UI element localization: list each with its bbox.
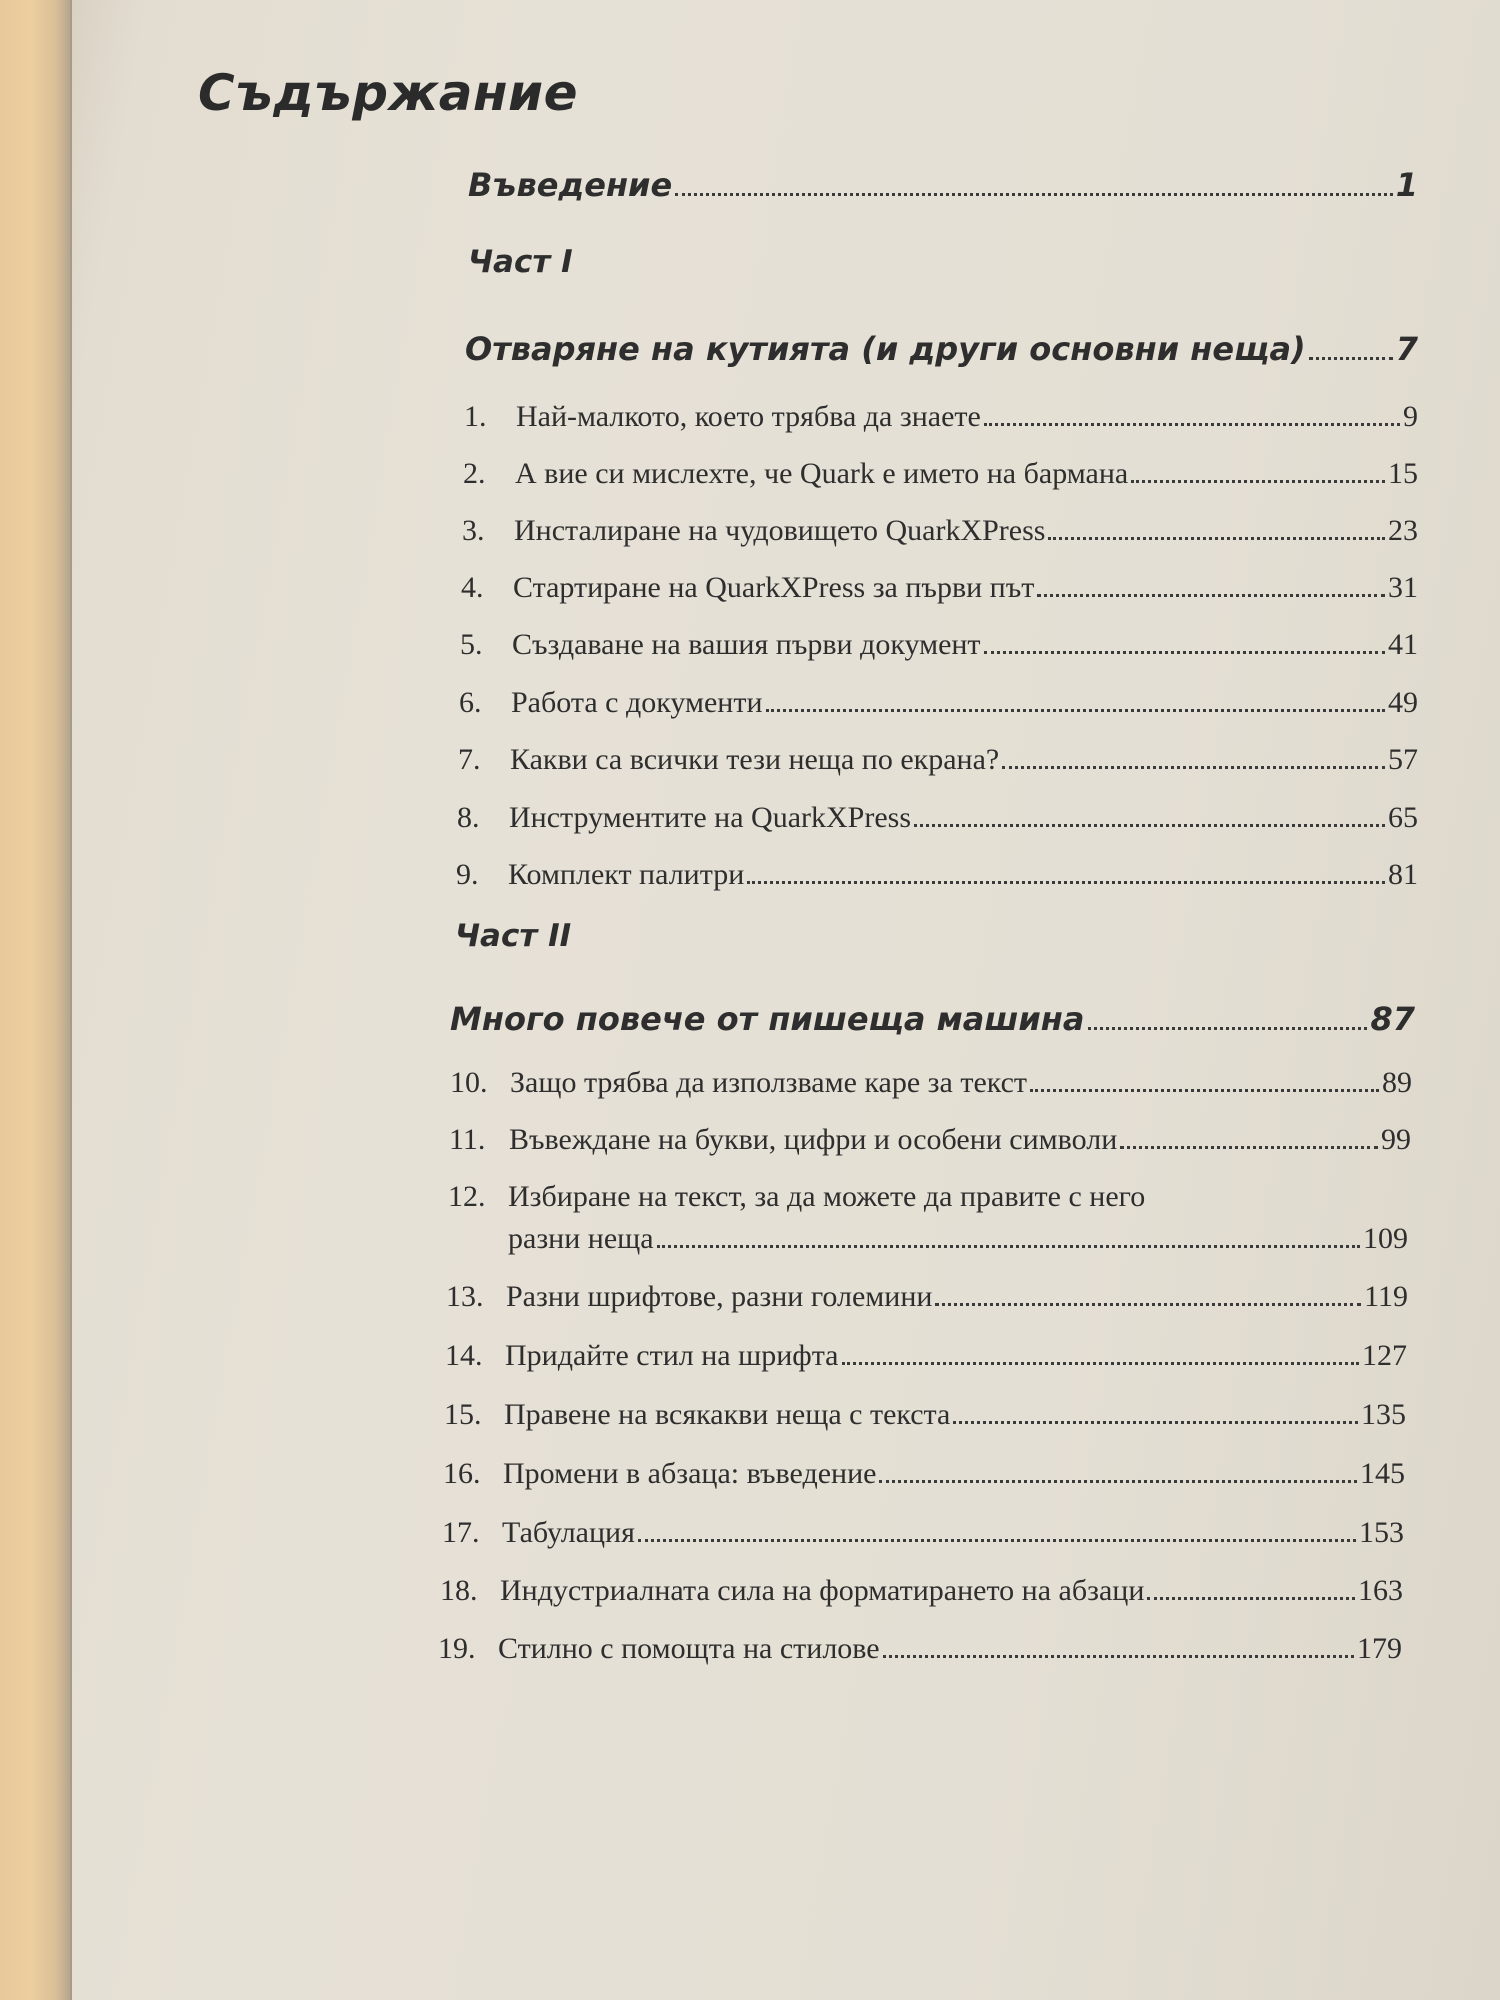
book-spine bbox=[0, 0, 72, 2000]
chapter-page: 57 bbox=[1388, 743, 1418, 776]
toc-chapter bbox=[449, 1123, 1411, 1157]
toc-chapter bbox=[440, 1574, 1403, 1608]
chapter-number: 2. bbox=[463, 457, 486, 490]
chapter-title: Стилно с помощта на стилове bbox=[498, 1632, 880, 1665]
leader-dots bbox=[883, 1655, 1354, 1658]
chapter-number: 17. bbox=[442, 1516, 480, 1549]
toc-chapter bbox=[445, 1339, 1407, 1373]
toc-chapter bbox=[457, 801, 1418, 835]
chapter-title: А вие си мислехте, че Quark е името на бармана bbox=[515, 457, 1129, 490]
leader-dots bbox=[1147, 1597, 1355, 1600]
leader-dots bbox=[1048, 537, 1385, 540]
chapter-page: 127 bbox=[1362, 1339, 1407, 1372]
toc-chapter bbox=[446, 1280, 1408, 1314]
leader-dots bbox=[914, 824, 1385, 827]
chapter-title: Какви са всички тези неща по екрана? bbox=[510, 743, 1000, 776]
part-1-title: Отваряне на кутията (и други основни неща) bbox=[465, 330, 1306, 368]
part-1-label: Част I bbox=[468, 244, 573, 280]
chapter-page: 23 bbox=[1388, 514, 1418, 547]
chapter-title: Инсталиране на чудовището QuarkXPress bbox=[514, 514, 1046, 547]
part-2-title: Много повече от пишеща машина bbox=[450, 1000, 1085, 1038]
toc-chapter bbox=[450, 1066, 1412, 1100]
leader-dots bbox=[842, 1362, 1360, 1365]
chapter-page: 41 bbox=[1388, 628, 1418, 661]
part-2-page: 87 bbox=[1370, 1000, 1415, 1038]
leader-dots bbox=[675, 193, 1393, 196]
chapter-number: 9. bbox=[456, 858, 479, 891]
chapter-number: 13. bbox=[446, 1280, 484, 1313]
chapter-title: Правене на всякакви неща с текста bbox=[504, 1398, 951, 1431]
chapter-title: Най-малкото, което трябва да знаете bbox=[516, 400, 981, 433]
chapter-title: Комплект палитри bbox=[508, 858, 745, 891]
toc-chapter bbox=[448, 1180, 1410, 1214]
toc-chapter bbox=[442, 1516, 1404, 1550]
toc-chapter bbox=[459, 686, 1418, 720]
toc-chapter bbox=[443, 1457, 1405, 1491]
toc-chapter bbox=[460, 628, 1418, 662]
leader-dots bbox=[984, 423, 1400, 426]
chapter-number: 15. bbox=[444, 1398, 482, 1431]
leader-dots bbox=[953, 1421, 1358, 1424]
chapter-page: 119 bbox=[1364, 1280, 1408, 1313]
leader-dots bbox=[1088, 1027, 1368, 1030]
toc-part-2 bbox=[450, 1000, 1415, 1038]
leader-dots bbox=[1309, 357, 1393, 360]
chapter-title: Работа с документи bbox=[511, 686, 763, 719]
chapter-title: Придайте стил на шрифта bbox=[505, 1339, 839, 1372]
chapter-number: 4. bbox=[461, 571, 484, 604]
chapter-page: 163 bbox=[1358, 1574, 1403, 1607]
toc-part-1 bbox=[465, 330, 1418, 368]
toc-intro-page: 1 bbox=[1395, 166, 1418, 204]
leader-dots bbox=[879, 1480, 1357, 1483]
part-1-page: 7 bbox=[1395, 330, 1418, 368]
leader-dots bbox=[935, 1303, 1361, 1306]
chapter-title: Въвеждане на букви, цифри и особени символи bbox=[509, 1123, 1118, 1156]
chapter-page: 65 bbox=[1388, 801, 1418, 834]
chapter-title: Създаване на вашия първи документ bbox=[512, 628, 981, 661]
chapter-page: 15 bbox=[1388, 457, 1418, 490]
chapter-number: 3. bbox=[462, 514, 485, 547]
chapter-title: Индустриалната сила на форматирането на абзаци bbox=[500, 1574, 1145, 1607]
chapter-number: 11. bbox=[449, 1123, 486, 1156]
chapter-page: 81 bbox=[1388, 858, 1418, 891]
chapter-page: 109 bbox=[1363, 1222, 1408, 1255]
toc-intro-title: Въведение bbox=[468, 166, 673, 204]
chapter-page: 135 bbox=[1361, 1398, 1406, 1431]
leader-dots bbox=[1030, 1089, 1379, 1092]
chapter-page: 99 bbox=[1381, 1123, 1411, 1156]
chapter-number: 16. bbox=[443, 1457, 481, 1490]
chapter-title: Защо трябва да използваме каре за текст bbox=[510, 1066, 1028, 1099]
chapter-page: 179 bbox=[1357, 1632, 1402, 1665]
chapter-title: Инструментите на QuarkXPress bbox=[509, 801, 912, 834]
chapter-number: 1. bbox=[464, 400, 487, 433]
leader-dots bbox=[1120, 1146, 1378, 1149]
leader-dots bbox=[747, 881, 1385, 884]
part-2-label: Част II bbox=[455, 918, 572, 954]
toc-chapter bbox=[444, 1398, 1406, 1432]
toc-chapter bbox=[463, 457, 1418, 491]
leader-dots bbox=[657, 1245, 1360, 1248]
toc-chapter bbox=[456, 858, 1418, 892]
page-title: Съдържание bbox=[198, 64, 578, 122]
chapter-page: 31 bbox=[1388, 571, 1418, 604]
leader-dots bbox=[638, 1539, 1356, 1542]
chapter-number: 5. bbox=[460, 628, 483, 661]
chapter-page: 153 bbox=[1359, 1516, 1404, 1549]
chapter-title: Промени в абзаца: въведение bbox=[503, 1457, 877, 1490]
chapter-title: Табулация bbox=[502, 1516, 635, 1549]
chapter-page: 145 bbox=[1360, 1457, 1405, 1490]
chapter-number: 8. bbox=[457, 801, 480, 834]
chapter-title-line2: разни неща bbox=[508, 1222, 654, 1255]
chapter-number: 6. bbox=[459, 686, 482, 719]
chapter-page: 49 bbox=[1388, 686, 1418, 719]
toc-chapter bbox=[458, 743, 1418, 777]
chapter-title: Избиране на текст, за да можете да правите с него bbox=[508, 1180, 1146, 1213]
chapter-page: 9 bbox=[1403, 400, 1418, 433]
leader-dots bbox=[766, 709, 1385, 712]
leader-dots bbox=[1002, 766, 1385, 769]
chapter-title: Разни шрифтове, разни големини bbox=[506, 1280, 933, 1313]
chapter-number: 12. bbox=[448, 1180, 486, 1213]
chapter-number: 14. bbox=[445, 1339, 483, 1372]
chapter-number: 7. bbox=[458, 743, 481, 776]
toc-chapter-continuation bbox=[508, 1222, 1408, 1256]
toc-chapter bbox=[464, 400, 1418, 434]
toc-chapter bbox=[461, 571, 1418, 605]
chapter-title: Стартиране на QuarkXPress за първи път bbox=[513, 571, 1035, 604]
leader-dots bbox=[1131, 480, 1385, 483]
chapter-number: 18. bbox=[440, 1574, 478, 1607]
chapter-number: 10. bbox=[450, 1066, 488, 1099]
toc-chapter bbox=[462, 514, 1418, 548]
toc-intro bbox=[468, 166, 1418, 204]
leader-dots bbox=[1037, 594, 1385, 597]
leader-dots bbox=[984, 651, 1385, 654]
toc-chapter bbox=[438, 1632, 1402, 1666]
chapter-page: 89 bbox=[1382, 1066, 1412, 1099]
chapter-number: 19. bbox=[438, 1632, 476, 1665]
